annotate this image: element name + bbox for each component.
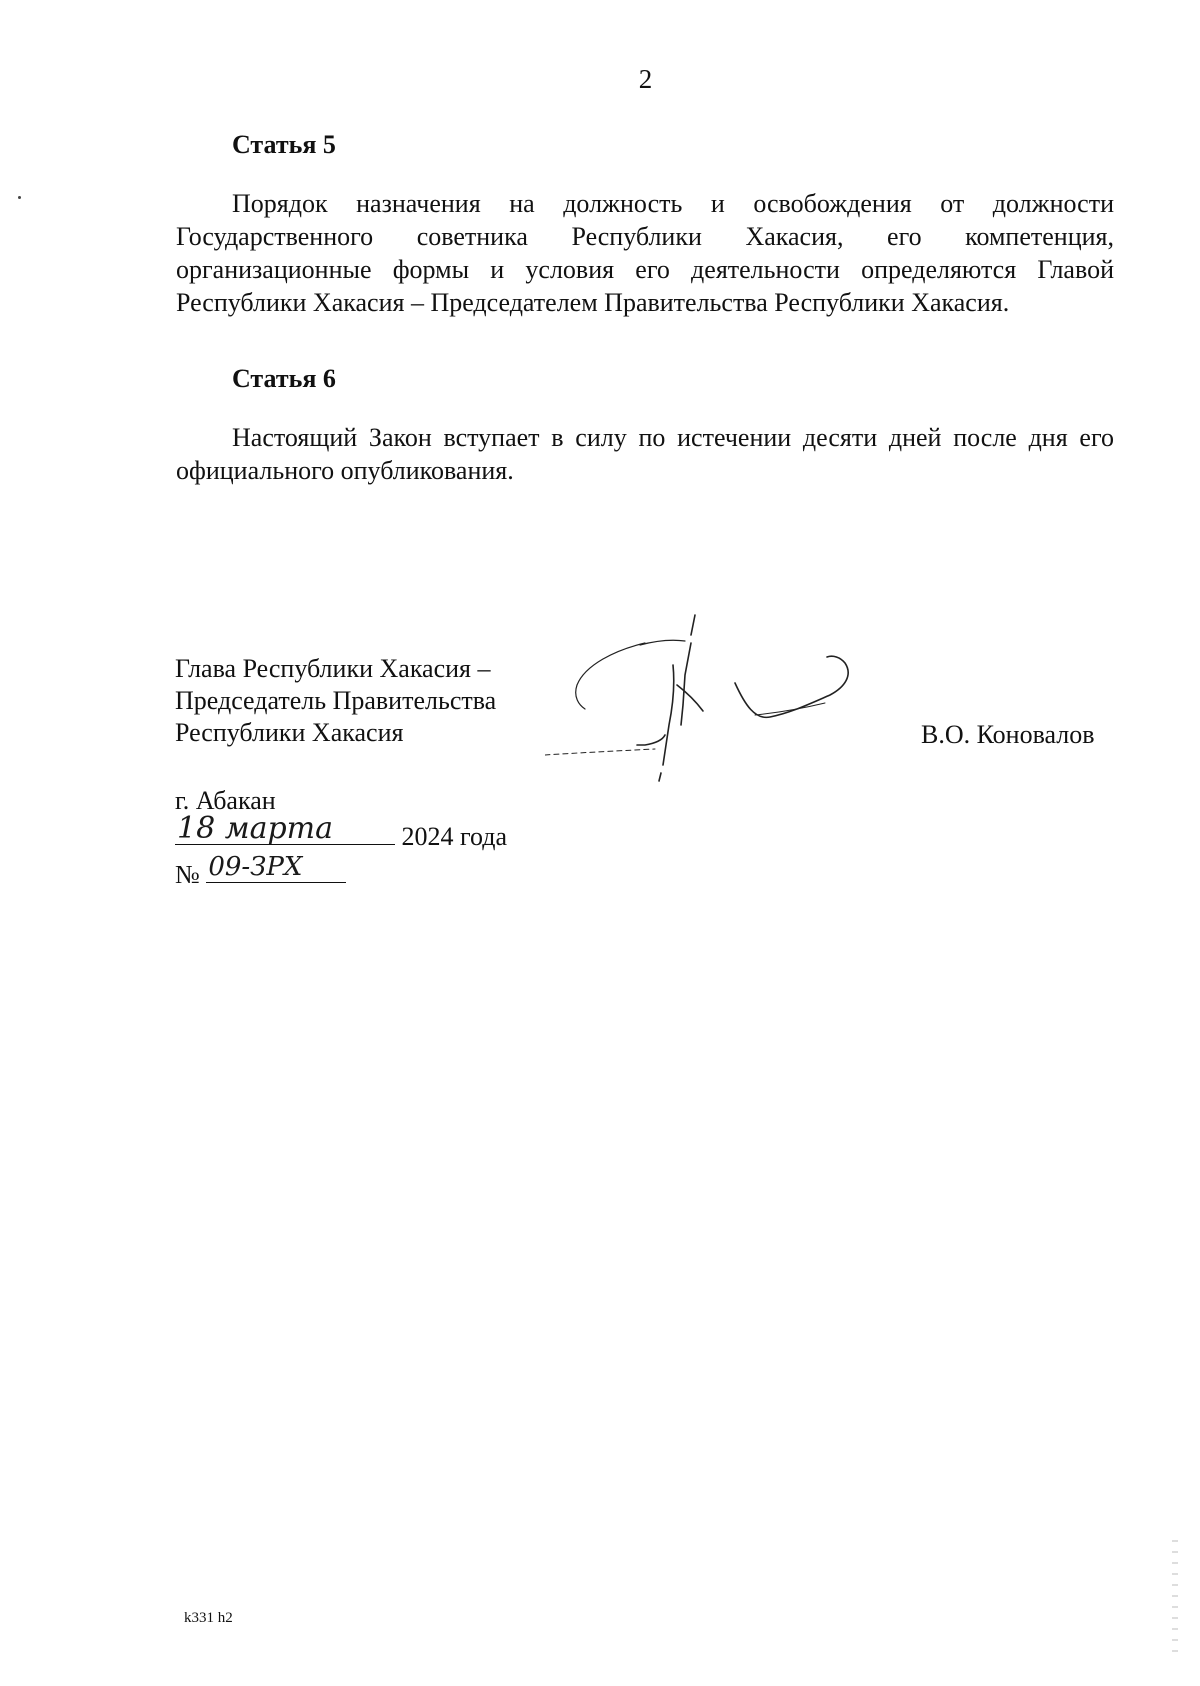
law-number [175, 852, 346, 890]
signatory-title-line-3: Республики Хакасия [175, 718, 404, 747]
date-year: 2024 года [401, 822, 508, 851]
handwritten-date: 18 марта [177, 811, 334, 846]
scan-edge-artifact [1172, 1540, 1178, 1660]
handwritten-number: 09-ЗРХ [208, 852, 303, 882]
date-blank [175, 811, 395, 846]
signing-date [175, 811, 508, 852]
scan-speck [18, 196, 21, 199]
signatory-title-line-1: Глава Республики Хакасия – [175, 654, 491, 683]
footer-code: k331 h2 [184, 1610, 233, 1626]
article-6-heading: Статья 6 [232, 364, 336, 393]
signatory-title [175, 653, 496, 749]
article-6-text: Настоящий Закон вступает в силу по истечении десяти дней после дня его официального опубликования. [176, 423, 1114, 485]
number-blank [206, 852, 346, 883]
signatory-title-line-2: Председатель Правительства [175, 686, 497, 715]
number-sign: № [175, 860, 200, 889]
page-number: 2 [638, 64, 653, 94]
article-5-heading: Статья 5 [232, 130, 336, 159]
article-5-text: Порядок назначения на должность и освобождения от должности Государственного советника Республики Хакасия, его компетенция, организационные формы и условия его деятельности определяются Главой Республики Хакасия – Председателем Правительства Республики Хакасия. [176, 189, 1114, 317]
handwritten-signature [545, 605, 875, 785]
signer-name: В.О. Коновалов [921, 720, 1095, 749]
place-of-signing: г. Абакан [175, 786, 276, 815]
